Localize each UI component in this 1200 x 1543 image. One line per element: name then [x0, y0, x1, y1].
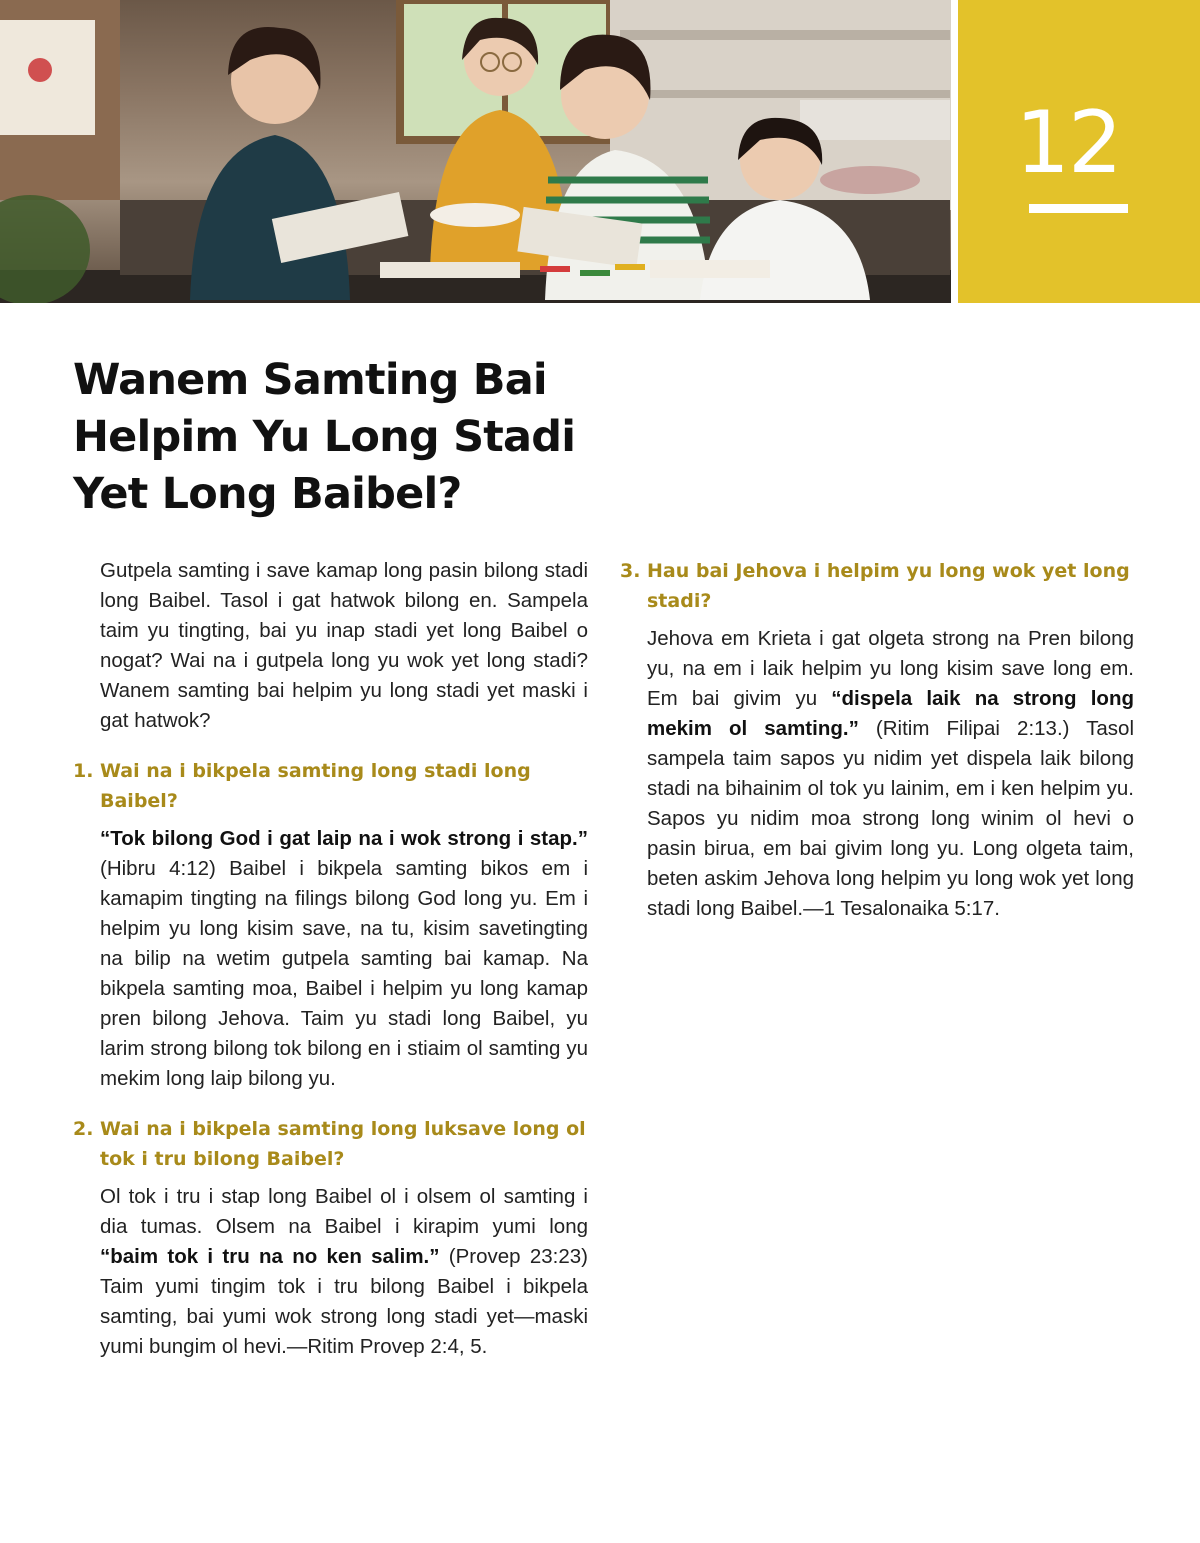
section-3	[620, 556, 1134, 924]
answer-text: Ol tok i tru i stap long Baibel ol i olsem ol samting i dia tumas. Olsem na Baibel i kirapim yumi long	[100, 1185, 588, 1238]
chapter-badge	[958, 0, 1200, 303]
answer-paragraph	[73, 1182, 588, 1362]
answer-text: Jehova em Krieta i gat olgeta strong na Pren bilong yu, na em i laik helpim yu long kisim save long em. Em bai givim yu	[647, 627, 1134, 710]
intro-paragraph: Gutpela samting i save kamap long pasin bilong stadi long Baibel. Tasol i gat hatwok bilong en. Sampela taim yu tingting, bai yu inap stadi yet long Baibel o nogat? Wai na i gutpela long yu wok yet long stadi? Wanem samting bai helpim yu long stadi yet maski i gat hatwok?	[100, 559, 588, 732]
family-bible-study-image	[0, 0, 951, 303]
quoted-scripture: “Tok bilong God i gat laip na i wok strong i stap.”	[100, 827, 588, 850]
title-line-2: Helpim Yu Long Stadi	[73, 412, 576, 462]
title-line-1: Wanem Samting Bai	[73, 355, 547, 405]
answer-paragraph	[73, 824, 588, 1094]
answer-paragraph	[620, 624, 1134, 924]
question-heading	[73, 1114, 588, 1174]
question-text: Hau bai Jehova i helpim yu long wok yet long stadi?	[647, 560, 1130, 612]
header-photo	[0, 0, 951, 303]
answer-text: (Provep 23:23) Taim yumi tingim tok i tru bilong Baibel i bikpela samting, bai yumi wok strong long stadi yet—maski yumi bungim ol hevi.—Ritim Provep 2:4, 5.	[100, 1245, 588, 1358]
question-text: Wai na i bikpela samting long luksave long ol tok i tru bilong Baibel?	[100, 1118, 586, 1170]
question-heading	[620, 556, 1134, 616]
section-1	[73, 756, 588, 1094]
right-column	[620, 556, 1134, 944]
lesson-title	[73, 352, 633, 523]
section-2	[73, 1114, 588, 1362]
answer-text: (Hibru 4:12) Baibel i bikpela samting bikos em i kamapim tingting na filings bilong God long yu. Em i helpim yu long kisim save, na tu, kisim savetingting na bilip na wetim gutpela samting bai kamap. Na bikpela samting moa, Baibel i helpim yu long kamap pren bilong Jehova. Taim yu stadi long Baibel, yu larim strong bilong tok bilong en i stiaim ol samting yu mekim long laip bilong yu.	[100, 857, 588, 1090]
question-number: 2.	[73, 1118, 94, 1140]
quoted-scripture: “dispela laik na strong long mekim ol samting.”	[647, 687, 1134, 740]
answer-text: (Ritim Filipai 2:13.) Tasol sampela taim sapos yu nidim yet dispela laik bilong stadi na bihainim ol tok yu lainim, em i ken helpim yu. Sapos yu nidim moa strong long winim ol hevi o pasin birua, em bai givim long yu. Long olgeta taim, beten askim Jehova long helpim yu long wok yet long stadi long Baibel.—1 Tesalonaika 5:17.	[647, 717, 1134, 920]
question-number: 1.	[73, 760, 94, 782]
chapter-rule	[1029, 204, 1128, 213]
question-text: Wai na i bikpela samting long stadi long Baibel?	[100, 760, 531, 812]
left-column	[73, 556, 588, 1382]
question-heading	[73, 756, 588, 816]
title-line-3: Yet Long Baibel?	[73, 469, 462, 519]
quoted-scripture: “baim tok i tru na no ken salim.”	[100, 1245, 440, 1268]
question-number: 3.	[620, 560, 641, 582]
chapter-number: 12	[1015, 93, 1121, 193]
